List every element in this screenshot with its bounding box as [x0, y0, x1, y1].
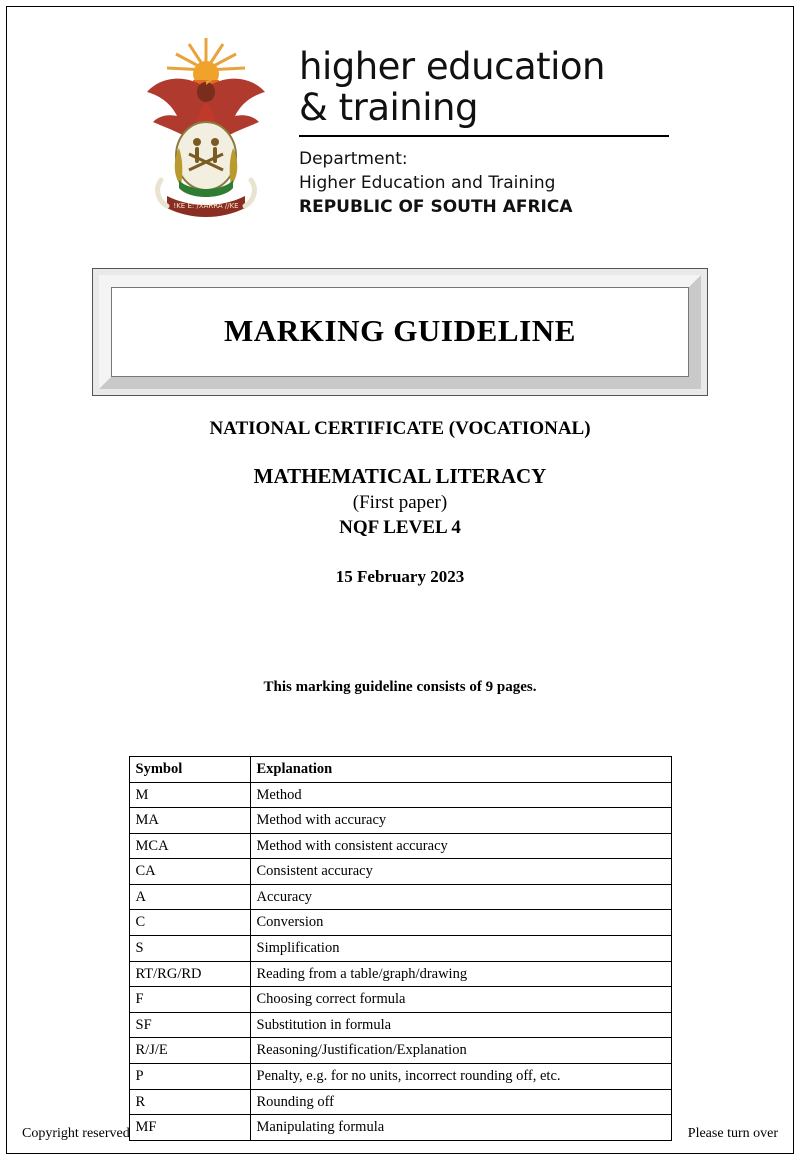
column-header-symbol: Symbol: [129, 757, 250, 783]
table-row: [129, 1063, 671, 1089]
page-title: MARKING GUIDELINE: [223, 313, 577, 348]
cell-explanation: Method with accuracy: [250, 808, 671, 834]
symbol-explanation-table: [129, 756, 672, 1141]
table-header-row: [129, 757, 671, 783]
pages-note: This marking guideline consists of 9 pages.: [263, 679, 537, 695]
cell-symbol: SF: [129, 1012, 250, 1038]
turn-over-note: Please turn over: [687, 1126, 778, 1141]
cell-symbol: M: [129, 782, 250, 808]
south-africa-coat-of-arms-icon: [131, 30, 281, 226]
cell-symbol: R: [129, 1089, 250, 1115]
symbol-table-container: [129, 756, 672, 1141]
table-row: [129, 808, 671, 834]
cell-explanation: Method: [250, 782, 671, 808]
page-footer: [22, 1126, 778, 1142]
table-row: [129, 910, 671, 936]
certificate-line: NATIONAL CERTIFICATE (VOCATIONAL): [209, 418, 591, 439]
cell-symbol: RT/RG/RD: [129, 961, 250, 987]
table-row: [129, 859, 671, 885]
table-row: [129, 833, 671, 859]
plaque-inner: [111, 287, 689, 377]
department-label: Department:: [299, 148, 408, 169]
paper-label: (First paper): [352, 492, 448, 513]
cell-explanation: Manipulating formula: [250, 1115, 671, 1141]
column-header-explanation: Explanation: [250, 757, 671, 783]
marking-guideline-plaque: [92, 268, 708, 396]
exam-date: 15 February 2023: [335, 567, 465, 586]
cell-symbol: S: [129, 936, 250, 962]
table-row: [129, 1089, 671, 1115]
cell-symbol: C: [129, 910, 250, 936]
cell-symbol: CA: [129, 859, 250, 885]
copyright-note: Copyright reserved: [22, 1126, 130, 1141]
table-row: [129, 884, 671, 910]
nqf-level: NQF LEVEL 4: [339, 517, 461, 538]
cell-explanation: Reasoning/Justification/Explanation: [250, 1038, 671, 1064]
cell-symbol: MF: [129, 1115, 250, 1141]
cell-symbol: MA: [129, 808, 250, 834]
table-row: [129, 1038, 671, 1064]
cell-symbol: MCA: [129, 833, 250, 859]
cell-explanation: Consistent accuracy: [250, 859, 671, 885]
table-row: [129, 1012, 671, 1038]
document-header: [40, 30, 760, 226]
table-row: [129, 782, 671, 808]
country-name: REPUBLIC OF SOUTH AFRICA: [299, 197, 573, 218]
department-name: Higher Education and Training: [299, 173, 556, 193]
table-row: [129, 936, 671, 962]
cell-explanation: Conversion: [250, 910, 671, 936]
plaque-bevel: [99, 275, 701, 389]
cell-explanation: Accuracy: [250, 884, 671, 910]
svg-text:!KE E: /XARRA //KE: !KE E: /XARRA //KE: [173, 202, 239, 210]
cell-explanation: Choosing correct formula: [250, 987, 671, 1013]
subject-title: MATHEMATICAL LITERACY: [253, 464, 547, 488]
cell-symbol: F: [129, 987, 250, 1013]
header-divider: [299, 135, 669, 137]
cell-symbol: A: [129, 884, 250, 910]
cell-explanation: Rounding off: [250, 1089, 671, 1115]
department-text-block: [299, 30, 669, 219]
cell-explanation: Penalty, e.g. for no units, incorrect rounding off, etc.: [250, 1063, 671, 1089]
department-title-line1: higher education: [299, 45, 605, 88]
department-title-line2: & training: [299, 86, 478, 130]
table-row: [129, 987, 671, 1013]
cell-explanation: Method with consistent accuracy: [250, 833, 671, 859]
cell-symbol: P: [129, 1063, 250, 1089]
cell-explanation: Reading from a table/graph/drawing: [250, 961, 671, 987]
cell-explanation: Simplification: [250, 936, 671, 962]
cell-explanation: Substitution in formula: [250, 1012, 671, 1038]
table-row: [129, 961, 671, 987]
cell-symbol: R/J/E: [129, 1038, 250, 1064]
